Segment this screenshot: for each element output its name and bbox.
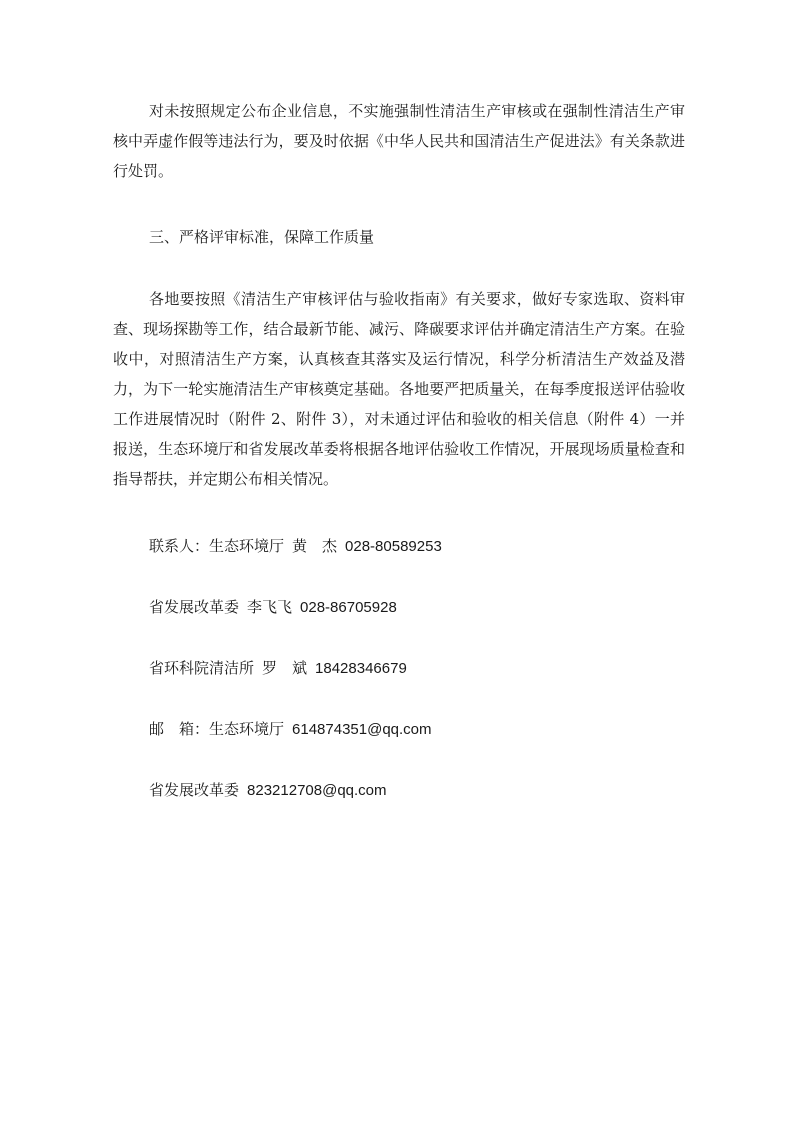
contact-name: 罗 斌 bbox=[262, 659, 308, 677]
contact-phone: 028-80589253 bbox=[345, 538, 442, 555]
contact-label: 省发展改革委 bbox=[149, 598, 240, 616]
email-address: 823212708@qq.com bbox=[247, 782, 387, 799]
contact-line-3 bbox=[149, 653, 407, 684]
email-line-1 bbox=[149, 714, 432, 745]
email-line-2 bbox=[149, 775, 387, 806]
contact-phone: 18428346679 bbox=[315, 660, 407, 677]
contact-line-1 bbox=[149, 531, 442, 562]
email-address: 614874351@qq.com bbox=[292, 721, 432, 738]
email-label: 省发展改革委 bbox=[149, 781, 240, 799]
section-three-heading: 三、严格评审标准，保障工作质量 bbox=[149, 228, 375, 246]
paragraph-penalty: 对未按照规定公布企业信息，不实施强制性清洁生产审核或在强制性清洁生产审核中弄虚作假等违法行为，要及时依据《中华人民共和国清洁生产促进法》有关条款进行处罚。 bbox=[113, 102, 685, 180]
contact-label: 省环科院清洁所 bbox=[149, 659, 255, 677]
email-label: 邮 箱：生态环境厅 bbox=[149, 720, 285, 738]
contact-label: 联系人：生态环境厅 bbox=[149, 537, 285, 555]
contact-name: 李飞飞 bbox=[247, 598, 293, 616]
contact-name: 黄 杰 bbox=[292, 537, 338, 555]
contact-line-2 bbox=[149, 592, 397, 623]
paragraph-quality: 各地要按照《清洁生产审核评估与验收指南》有关要求，做好专家选取、资料审查、现场探勘等工作，结合最新节能、减污、降碳要求评估并确定清洁生产方案。在验收中，对照清洁生产方案，认真核查其落实及运行情况，科学分析清洁生产效益及潜力，为下一轮实施清洁生产审核奠定基础。各地要严把质量关，在每季度报送评估验收工作进展情况时（附件 2、附件 3），对未通过评估和验收的相关信息（附件 4）一并报送，生态环境厅和省发展改革委将根据各地评估验收工作情况，开展现场质量检查和指导帮扶，并定期公布相关情况。 bbox=[113, 290, 685, 488]
contact-phone: 028-86705928 bbox=[300, 599, 397, 616]
